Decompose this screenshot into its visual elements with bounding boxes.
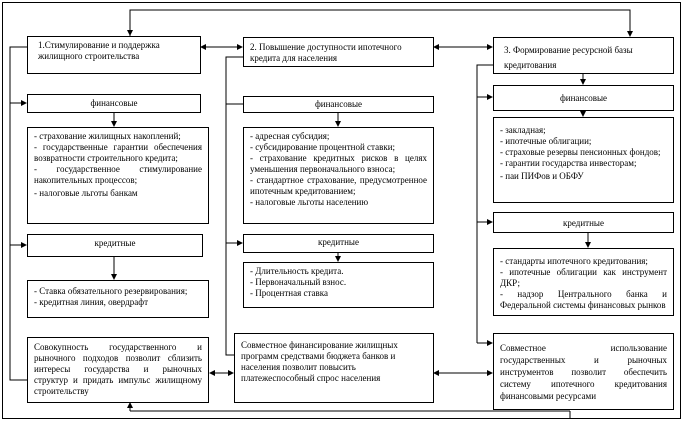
column-1-financial-list <box>27 127 209 224</box>
conclusion-text: Совокупность государственного и рыночного подходов позволит сблизить интересы государства и рыночных структур и придать импульс жилищному строительству <box>34 342 202 396</box>
list-item: - страховые резервы пенсионных фондов; <box>500 147 661 157</box>
list-item: - страхование кредитных рисков в целях уменьшения первоначального взноса; <box>250 153 427 174</box>
list-item: - государственное стимулирование накопительных процессов; <box>34 164 202 185</box>
column-1-credit-list <box>27 280 209 318</box>
list-item: - страхование жилищных накоплений; <box>34 131 181 141</box>
financial-label: финансовые <box>559 93 608 103</box>
column-2-title: 2. Повышение доступности ипотечного кредита для населения <box>250 42 402 63</box>
column-1-credit-header <box>27 234 203 257</box>
column-2-conclusion <box>234 333 434 403</box>
list-item: - субсидирование процентной ставки; <box>250 142 396 152</box>
column-3-title: 3. Формирование ресурсной базы кредитования <box>504 45 633 70</box>
financial-label: финансовые <box>314 99 363 109</box>
conclusion-text: Совместное финансирование жилищных программ средствами бюджета банков и населения позволит повысить платежеспособный спрос населения <box>241 340 398 383</box>
list-item: - налоговые льготы банкам <box>34 188 138 198</box>
list-item: - стандарты ипотечного кредитования; <box>500 256 648 266</box>
column-2-financial-list <box>243 127 434 224</box>
list-item: - кредитная линия, овердрафт <box>34 297 149 307</box>
credit-label: кредитные <box>318 237 359 247</box>
list-item: - Первоначальный взнос. <box>250 277 347 287</box>
column-2-credit-header <box>243 234 434 253</box>
column-1-title-box <box>27 36 201 74</box>
list-item: - налоговые льготы населению <box>250 197 369 207</box>
list-item: - Процентная ставка <box>250 288 329 298</box>
column-3-financial-header <box>493 85 674 111</box>
list-item: - Ставка обязательного резервирования; <box>34 286 188 296</box>
financial-label: финансовые <box>90 98 138 108</box>
list-item: - ипотечные облигации как инструмент ДКР; <box>500 267 667 288</box>
column-2-title-box <box>243 37 434 67</box>
list-item: - Длительность кредита. <box>250 266 344 276</box>
list-item: - стандартное страхование, предусмотренное ипотечным кредитованием; <box>250 175 427 196</box>
column-3-financial-list <box>493 117 674 203</box>
column-1-conclusion <box>27 337 209 403</box>
list-item: - государственные гарантии обеспечения возвратности строительного кредита; <box>34 142 202 163</box>
column-3-credit-header <box>493 212 674 233</box>
column-1-title: 1.Стимулирование и поддержка жилищного строительства <box>38 40 160 61</box>
column-1-financial-header <box>27 94 201 113</box>
column-3-conclusion <box>493 333 674 410</box>
credit-label: кредитные <box>563 218 604 228</box>
credit-label: кредитные <box>94 238 136 248</box>
list-item: - паи ПИФов и ОБФУ <box>500 171 584 181</box>
column-2-financial-header <box>243 96 434 113</box>
conclusion-text: Совместное использование государственных и рыночных инструментов позволит обеспечить систему ипотечного кредитования финансовыми ресурсами <box>500 343 667 401</box>
column-3-credit-list <box>493 248 674 316</box>
list-item: - адресная субсидия; <box>250 131 330 141</box>
column-3-title-box <box>493 37 674 74</box>
list-item: - гарантии государства инвесторам; <box>500 158 637 168</box>
column-2-credit-list <box>243 262 434 308</box>
list-item: - закладная; <box>500 125 546 135</box>
list-item: - ипотечные облигации; <box>500 136 592 146</box>
list-item: - надзор Центрального банка и Федеральной системы финансовых рынков <box>500 289 667 310</box>
